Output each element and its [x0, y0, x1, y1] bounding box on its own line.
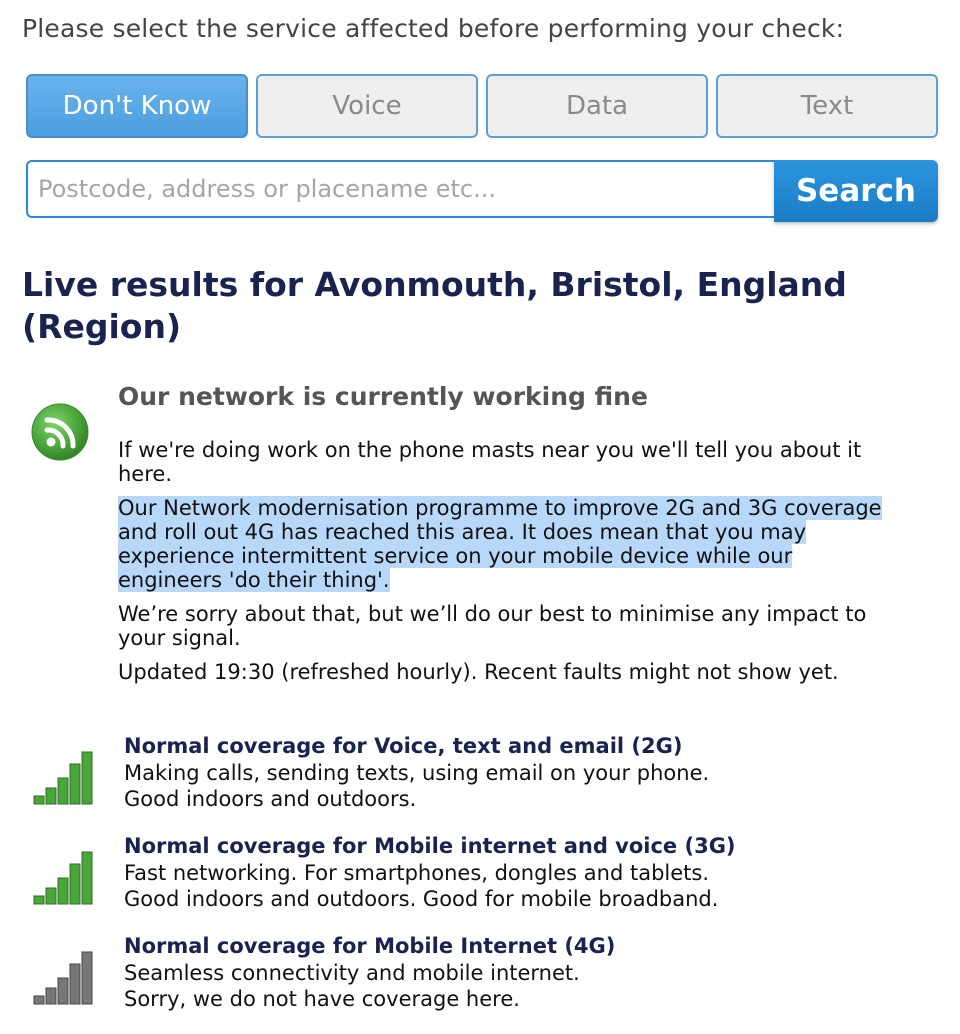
tab-data[interactable]: Data [486, 74, 708, 138]
signal-bars-icon [32, 742, 96, 806]
coverage-title: Normal coverage for Mobile Internet (4G) [124, 934, 616, 958]
coverage-title: Normal coverage for Voice, text and email (2G) [124, 734, 683, 758]
coverage-title: Normal coverage for Mobile internet and voice (3G) [124, 834, 736, 858]
signal-bars-icon [32, 942, 96, 1006]
coverage-description: Seamless connectivity and mobile internet. [124, 961, 580, 985]
coverage-description: Fast networking. For smartphones, dongles and tablets. [124, 861, 710, 885]
status-paragraph: We’re sorry about that, but we’ll do our best to minimise any impact to your signal. [118, 602, 867, 650]
service-select-prompt: Please select the service affected before performing your check: [22, 14, 845, 43]
search-input[interactable] [26, 160, 774, 218]
search-button[interactable]: Search [774, 160, 938, 222]
tab-text[interactable]: Text [716, 74, 938, 138]
highlighted-notice: Our Network modernisation programme to improve 2G and 3G coverage and roll out 4G has reached this area. It does mean that you may experience intermittent service on your mobile device while our engineers 'do their thing'. [118, 496, 882, 592]
status-title: Our network is currently working fine [118, 382, 648, 411]
coverage-description: Good indoors and outdoors. [124, 787, 417, 811]
results-title: Live results for Avonmouth, Bristol, England (Region) [22, 265, 847, 346]
updated-text: Updated 19:30 (refreshed hourly). Recent faults might not show yet. [118, 660, 839, 684]
signal-broadcast-icon [30, 402, 90, 462]
tab-voice[interactable]: Voice [256, 74, 478, 138]
tab-dont-know[interactable]: Don't Know [26, 74, 248, 138]
coverage-description: Sorry, we do not have coverage here. [124, 987, 520, 1011]
coverage-description: Good indoors and outdoors. Good for mobile broadband. [124, 887, 719, 911]
coverage-description: Making calls, sending texts, using email on your phone. [124, 761, 710, 785]
service-tabs [26, 74, 938, 138]
signal-bars-icon [32, 842, 96, 906]
status-body [118, 438, 898, 694]
search-bar [26, 160, 938, 222]
status-paragraph: If we're doing work on the phone masts near you we'll tell you about it here. [118, 438, 862, 486]
